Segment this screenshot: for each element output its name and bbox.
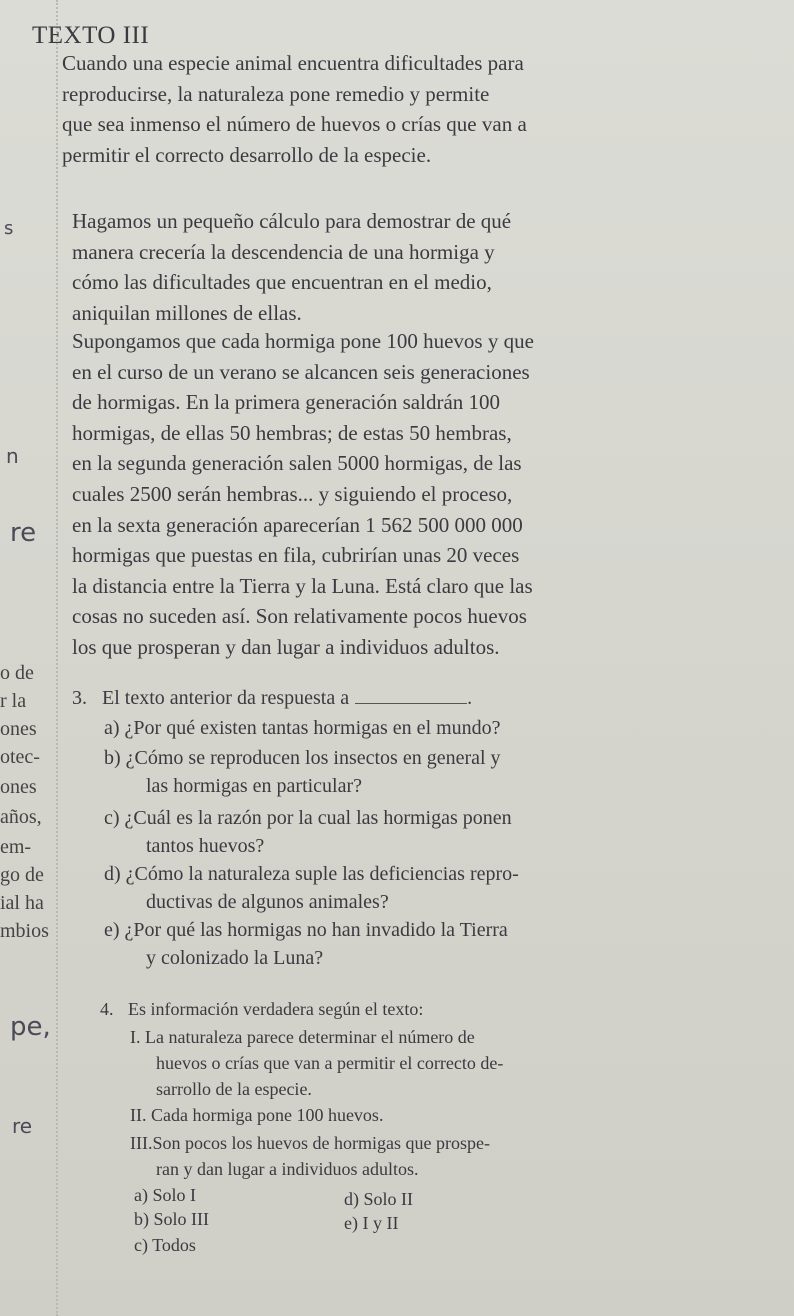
text-line: Supongamos que cada hormiga pone 100 huevos y que: [72, 329, 534, 353]
option-b: [104, 744, 501, 800]
margin-fragment: o de: [0, 662, 34, 684]
margin-fragment: otec-: [0, 746, 40, 768]
statement-text: ran y dan lugar a individuos adultos.: [156, 1159, 419, 1179]
option-d: [104, 860, 519, 916]
margin-mark: n: [6, 444, 19, 468]
handwritten-mark: re: [12, 1114, 33, 1138]
text-line: que sea inmenso el número de huevos o crías que van a: [62, 112, 527, 137]
paragraph-1: [62, 48, 768, 170]
text-line: en la segunda generación salen 5000 hormigas, de las: [72, 451, 522, 476]
statement-text: II. Cada hormiga pone 100 huevos.: [130, 1105, 384, 1125]
handwritten-mark: re: [10, 518, 37, 548]
statement-text: III.Son pocos los huevos de hormigas que prospe-: [130, 1133, 490, 1153]
option-text: b) ¿Cómo se reproducen los insectos en general y: [104, 747, 501, 769]
margin-fragment: em-: [0, 836, 32, 858]
answer-e[interactable]: e) I y II: [344, 1213, 399, 1233]
option-text: e) ¿Por qué las hormigas no han invadido la Tierra: [104, 919, 508, 941]
paragraph-2: [72, 206, 778, 328]
option-text: ductivas de algunos animales?: [146, 891, 389, 913]
question-4: [100, 996, 424, 1022]
text-line: la distancia entre la Tierra y la Luna. Está claro que las: [72, 573, 533, 598]
paragraph-3: [72, 326, 778, 663]
option-text: las hormigas en particular?: [146, 775, 363, 797]
margin-fragment: mbios: [0, 920, 49, 942]
margin-fragment: go de: [0, 864, 44, 886]
statement-ii: [130, 1102, 383, 1128]
answer-c[interactable]: c) Todos: [134, 1235, 196, 1255]
margin-fragment: ones: [0, 776, 37, 798]
question-end: .: [467, 687, 473, 709]
text-line: cómo las dificultades que encuentran en el medio,: [72, 270, 492, 295]
text-line: permitir el correcto desarrollo de la especie.: [62, 142, 432, 167]
option-text: d) ¿Cómo la naturaleza suple las deficiencias repro-: [104, 863, 519, 885]
statement-text: sarrollo de la especie.: [156, 1079, 312, 1099]
statement-text: huevos o crías que van a permitir el correcto de-: [156, 1053, 504, 1073]
text-line: cosas no suceden así. Son relativamente pocos huevos: [72, 604, 527, 629]
answer-b[interactable]: b) Solo III: [134, 1209, 209, 1229]
option-a: [104, 714, 501, 742]
option-c: [104, 804, 512, 860]
question-number: 4.: [100, 999, 114, 1019]
text-title: TEXTO III: [32, 22, 150, 49]
answer-d[interactable]: d) Solo II: [344, 1189, 413, 1209]
statement-text: I. La naturaleza parece determinar el número de: [130, 1027, 475, 1047]
statement-i: [130, 1024, 780, 1102]
statement-iii: [130, 1130, 780, 1182]
text-line: hormigas, de ellas 50 hembras; de estas 50 hembras,: [72, 420, 512, 445]
margin-fragment: ial ha: [0, 892, 44, 914]
text-line: de hormigas. En la primera generación saldrán 100: [72, 390, 501, 415]
option-e: [104, 916, 508, 972]
text-line: manera crecería la descendencia de una hormiga y: [72, 239, 495, 264]
margin-fragment: r la: [0, 690, 27, 712]
text-line: hormigas que puestas en fila, cubrirían unas 20 veces: [72, 543, 520, 568]
page-fold-dotted-line: [56, 0, 58, 1316]
question-3: [72, 684, 473, 712]
margin-mark: s: [4, 218, 14, 239]
answer-blank[interactable]: [355, 687, 467, 704]
margin-fragment: años,: [0, 806, 42, 828]
option-text: y colonizado la Luna?: [146, 947, 324, 969]
text-line: en el curso de un verano se alcancen seis generaciones: [72, 359, 530, 384]
margin-fragment: ones: [0, 718, 37, 740]
handwritten-mark: pe,: [10, 1012, 51, 1042]
question-number: 3.: [72, 687, 87, 709]
text-line: en la sexta generación aparecerían 1 562 500 000 000: [72, 512, 523, 537]
text-line: aniquilan millones de ellas.: [72, 300, 302, 325]
text-line: Cuando una especie animal encuentra dificultades para: [62, 51, 524, 75]
option-text: tantos huevos?: [146, 835, 265, 857]
question-stem: Es información verdadera según el texto:: [128, 999, 424, 1019]
text-line: cuales 2500 serán hembras... y siguiendo el proceso,: [72, 481, 513, 506]
question-stem: El texto anterior da respuesta a: [102, 687, 350, 709]
text-line: reproducirse, la naturaleza pone remedio y permite: [62, 81, 490, 106]
option-text: c) ¿Cuál es la razón por la cual las hormigas ponen: [104, 807, 512, 829]
text-line: los que prosperan y dan lugar a individuos adultos.: [72, 634, 500, 659]
answer-a[interactable]: a) Solo I: [134, 1185, 196, 1205]
option-text: a) ¿Por qué existen tantas hormigas en el mundo?: [104, 717, 501, 739]
text-line: Hagamos un pequeño cálculo para demostrar de qué: [72, 209, 512, 233]
